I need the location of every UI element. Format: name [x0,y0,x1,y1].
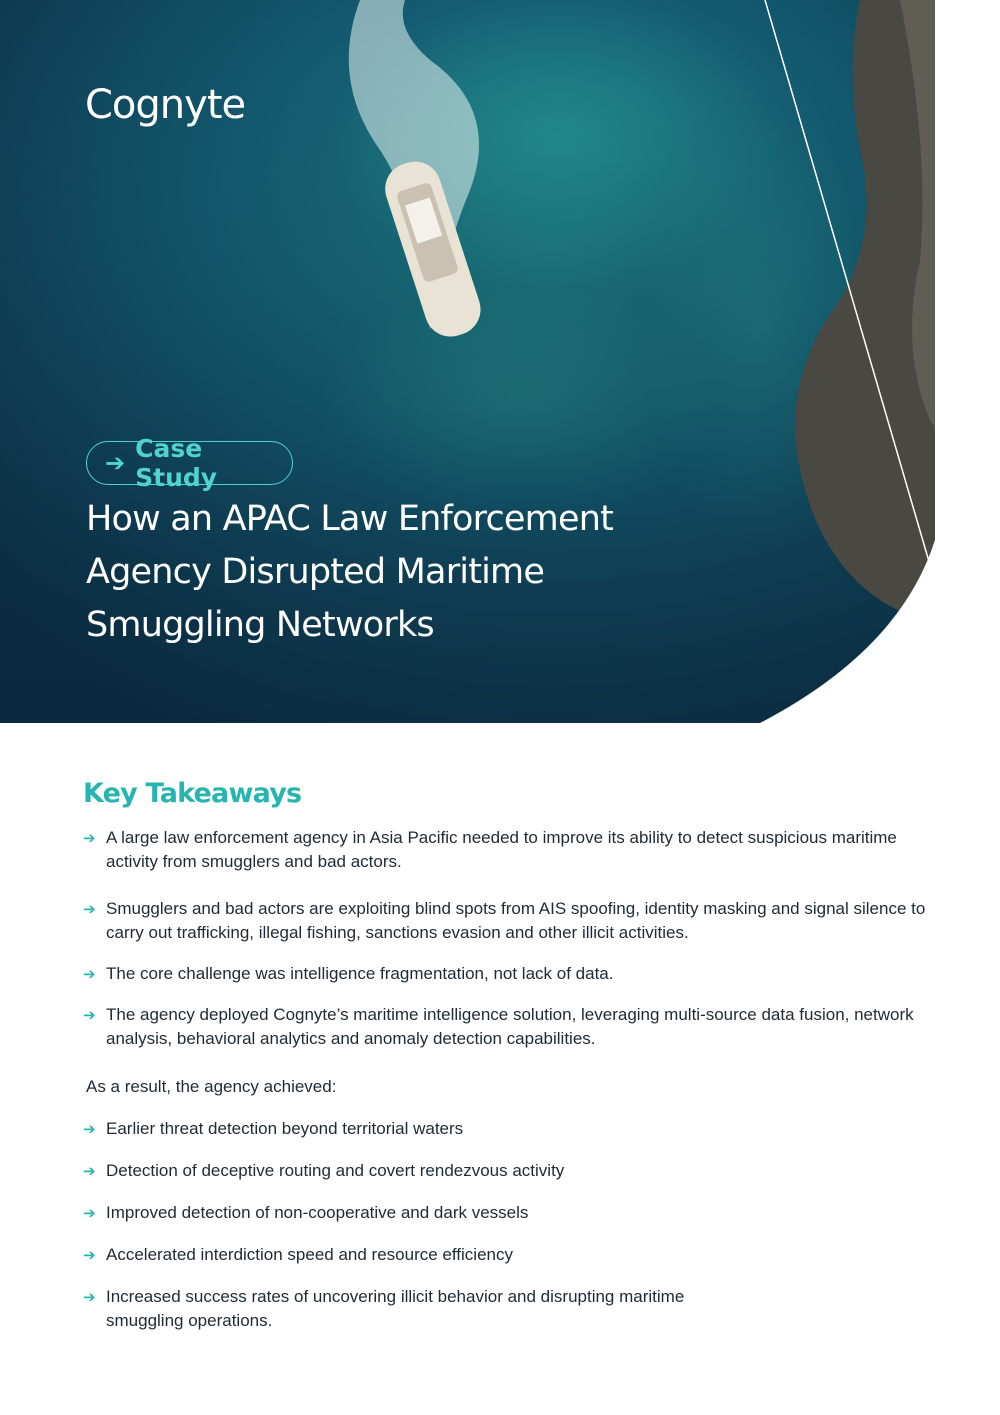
list-item-text: Earlier threat detection beyond territorial waters [106,1119,464,1138]
arrow-right-icon: ➔ [83,829,96,847]
key-takeaways-section [83,778,933,1333]
list-item-text: Increased success rates of uncovering illicit behavior and disrupting maritime smuggling operations. [106,1287,685,1330]
list-item [83,897,933,945]
list-item-text: Detection of deceptive routing and covert rendezvous activity [106,1161,565,1180]
title-line: Smuggling Networks [86,605,434,645]
title-line: Agency Disrupted Maritime [86,552,545,592]
list-item [83,826,933,874]
arrow-right-icon: ➔ [83,1120,96,1138]
results-intro: As a result, the agency achieved: [86,1077,337,1096]
list-item-text: The agency deployed Cognyte’s maritime intelligence solution, leveraging multi-source data fusion, network analysis, behavioral analytics and anomaly detection capabilities. [106,1005,914,1048]
list-item [83,1117,933,1141]
arrow-right-icon: ➔ [83,1204,96,1222]
results-list [83,1117,933,1333]
title-line: How an APAC Law Enforcement [86,499,614,539]
list-item-text: Smugglers and bad actors are exploiting blind spots from AIS spoofing, identity masking and signal silence to carry out trafficking, illegal fishing, sanctions evasion and other illicit activities. [106,899,926,942]
list-item [83,1285,756,1333]
arrow-right-icon: ➔ [83,1162,96,1180]
list-item [83,1243,933,1267]
section-heading: Key Takeaways [83,778,302,809]
arrow-right-icon: ➔ [83,1006,96,1024]
page-title [86,493,706,652]
list-item [83,1003,933,1051]
cognyte-logo: Cognyte [85,82,246,128]
arrow-right-icon: ➔ [83,965,96,983]
list-item [83,1201,933,1225]
list-item [83,1159,933,1183]
case-study-label: Case Study [135,434,218,492]
list-item-text: Improved detection of non-cooperative and dark vessels [106,1203,529,1222]
arrow-right-icon: ➔ [83,1246,96,1264]
arrow-right-icon: ➔ [105,449,126,477]
list-item-text: The core challenge was intelligence fragmentation, not lack of data. [106,964,614,983]
list-item-text: A large law enforcement agency in Asia Pacific needed to improve its ability to detect suspicious maritime activity from smugglers and bad actors. [106,828,897,871]
arrow-right-icon: ➔ [83,1288,96,1306]
arrow-right-icon: ➔ [83,900,96,918]
case-study-badge [86,434,293,492]
list-item [83,962,933,986]
takeaways-list [83,826,933,1051]
list-item-text: Accelerated interdiction speed and resource efficiency [106,1245,513,1264]
